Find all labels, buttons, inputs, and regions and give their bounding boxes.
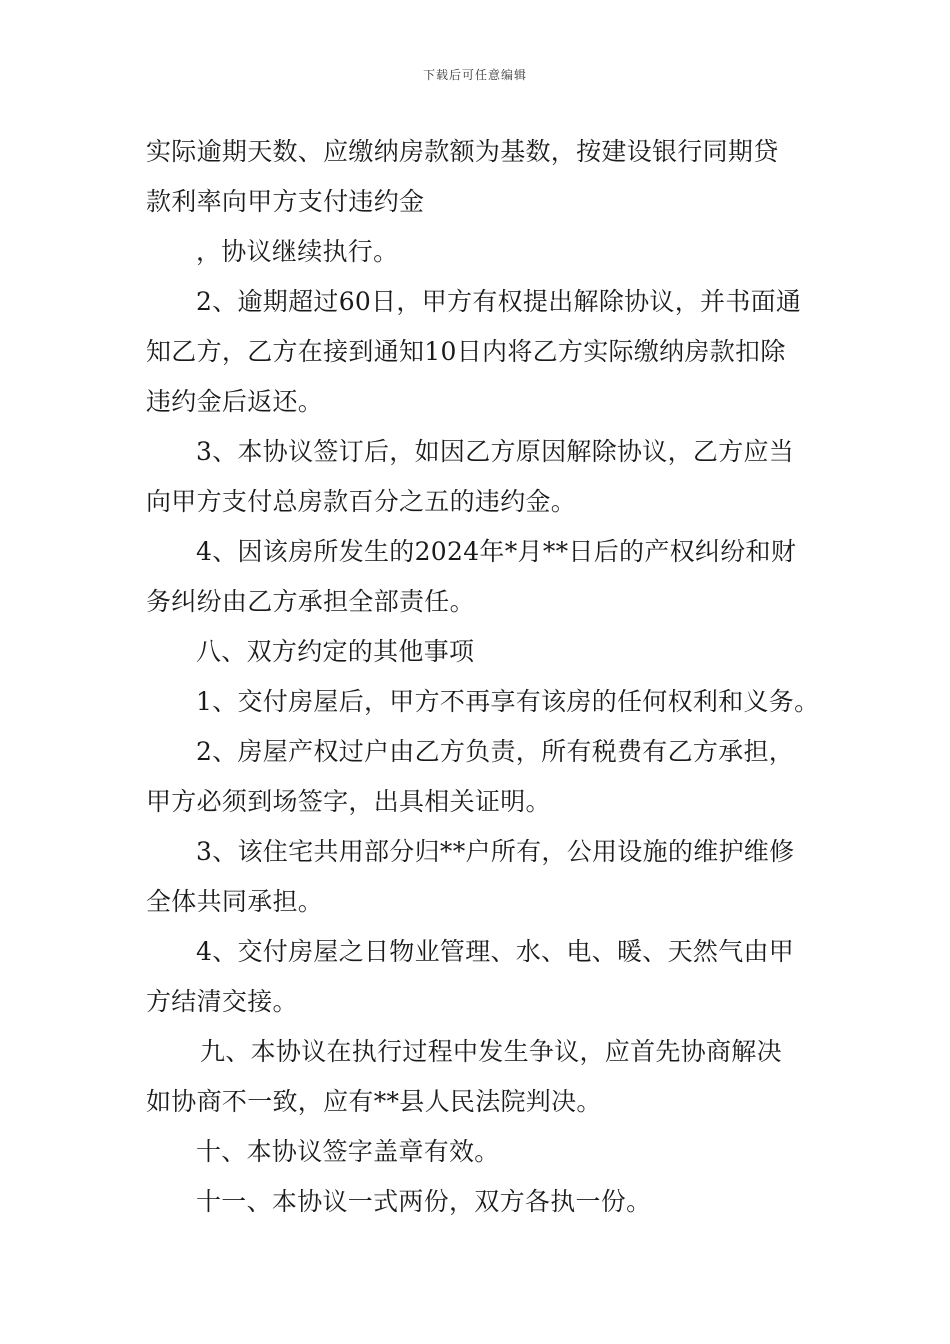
paragraph-line: 2、房屋产权过户由乙方负责，所有税费有乙方承担， — [196, 737, 795, 766]
paragraph-line: 务纠纷由乙方承担全部责任。 — [146, 587, 475, 616]
paragraph-line: 2、逾期超过60日，甲方有权提出解除协议，并书面通 — [196, 287, 802, 316]
paragraph-line: 知乙方，乙方在接到通知10日内将乙方实际缴纳房款扣除 — [146, 337, 786, 366]
document-body — [146, 127, 818, 1227]
section-heading: 八、双方约定的其他事项 — [196, 637, 475, 666]
paragraph-line: 全体共同承担。 — [146, 887, 324, 916]
section-heading: 十、本协议签字盖章有效。 — [196, 1137, 500, 1166]
paragraph-line: 向甲方支付总房款百分之五的违约金。 — [146, 487, 577, 516]
section-heading: 九、本协议在执行过程中发生争议，应首先协商解决 — [200, 1037, 782, 1066]
paragraph-line: 4、因该房所发生的2024年*月**日后的产权纠纷和财 — [196, 537, 797, 566]
paragraph-line: 实际逾期天数、应缴纳房款额为基数，按建设银行同期贷 — [146, 137, 779, 166]
paragraph-line: 方结清交接。 — [146, 987, 298, 1016]
paragraph-line: 款利率向甲方支付违约金 — [146, 187, 425, 216]
paragraph-line: 3、该住宅共用部分归**户所有，公用设施的维护维修 — [196, 837, 795, 866]
paragraph-line: ，协议继续执行。 — [196, 237, 399, 266]
paragraph-line: 如协商不一致，应有**县人民法院判决。 — [146, 1087, 602, 1116]
page-header: 下载后可任意编辑 — [422, 68, 527, 82]
paragraph-line: 4、交付房屋之日物业管理、水、电、暖、天然气由甲 — [196, 937, 795, 966]
paragraph-line: 甲方必须到场签字，出具相关证明。 — [146, 787, 551, 816]
section-heading: 十一、本协议一式两份，双方各执一份。 — [196, 1187, 652, 1216]
paragraph-line: 违约金后返还。 — [146, 387, 324, 416]
paragraph-line: 1、交付房屋后，甲方不再享有该房的任何权利和义务。 — [196, 687, 820, 716]
paragraph-line: 3、本协议签订后，如因乙方原因解除协议，乙方应当 — [196, 437, 795, 466]
